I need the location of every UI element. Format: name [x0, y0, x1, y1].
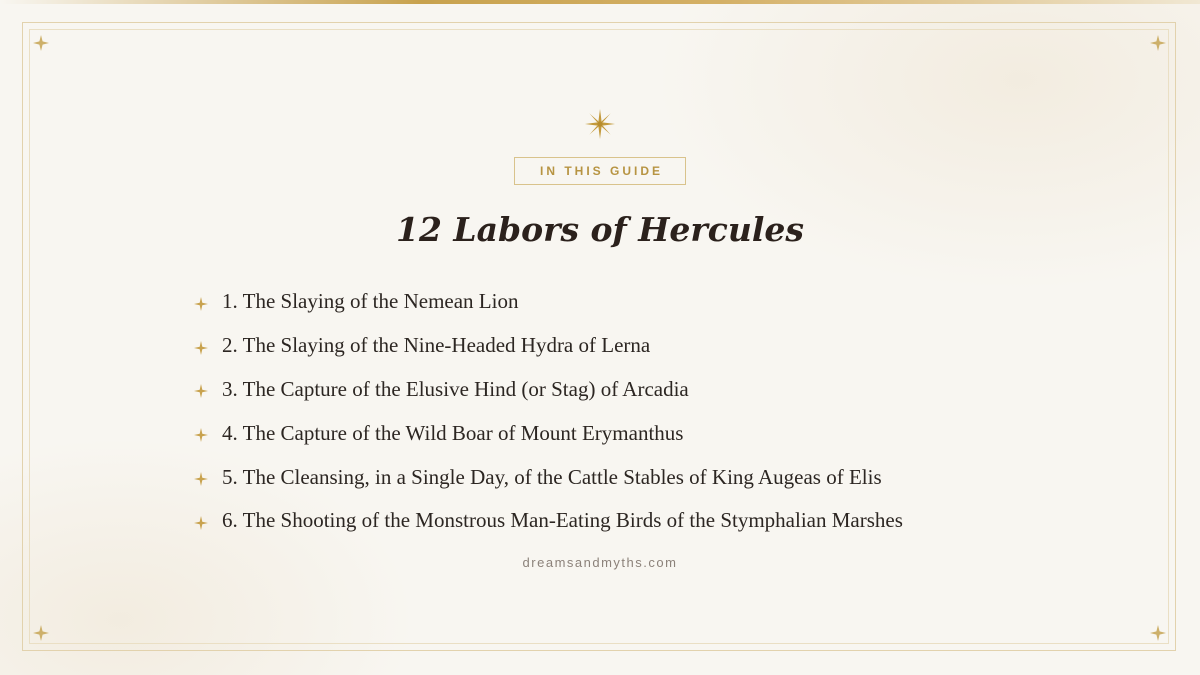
labor-item-text: 4. The Capture of the Wild Boar of Mount Erymanthus: [222, 420, 684, 445]
sparkle-bullet-icon: [194, 341, 208, 355]
list-item: [194, 411, 1074, 455]
labor-item-text: 3. The Capture of the Elusive Hind (or Stag) of Arcadia: [222, 376, 689, 401]
list-item: [194, 368, 1074, 412]
eight-point-star-icon: [584, 108, 616, 140]
sparkle-bullet-icon: [194, 384, 208, 398]
corner-sparkle-icon: [33, 35, 49, 51]
sparkle-bullet-icon: [194, 516, 208, 530]
corner-sparkle-icon: [1150, 625, 1166, 641]
sparkle-bullet-icon: [194, 428, 208, 442]
top-accent-bar: [0, 0, 1200, 4]
corner-sparkle-icon: [1150, 35, 1166, 51]
section-badge: IN THIS GUIDE: [514, 157, 686, 185]
labor-item-text: 2. The Slaying of the Nine-Headed Hydra of Lerna: [222, 333, 651, 358]
list-item: [194, 280, 1074, 324]
labor-list: [194, 280, 1074, 543]
labor-item-text: 1. The Slaying of the Nemean Lion: [222, 289, 519, 314]
sparkle-bullet-icon: [194, 472, 208, 486]
labor-item-text: 6. The Shooting of the Monstrous Man-Eating Birds of the Stymphalian Marshes: [222, 508, 903, 533]
list-item: [194, 499, 1074, 543]
list-item: [194, 324, 1074, 368]
sparkle-bullet-icon: [194, 297, 208, 311]
corner-sparkle-icon: [33, 625, 49, 641]
list-item: [194, 455, 1074, 499]
page-title: 12 Labors of Hercules: [396, 210, 804, 249]
labor-item-text: 5. The Cleansing, in a Single Day, of the Cattle Stables of King Augeas of Elis: [222, 464, 882, 489]
footer-url: dreamsandmyths.com: [522, 555, 678, 570]
